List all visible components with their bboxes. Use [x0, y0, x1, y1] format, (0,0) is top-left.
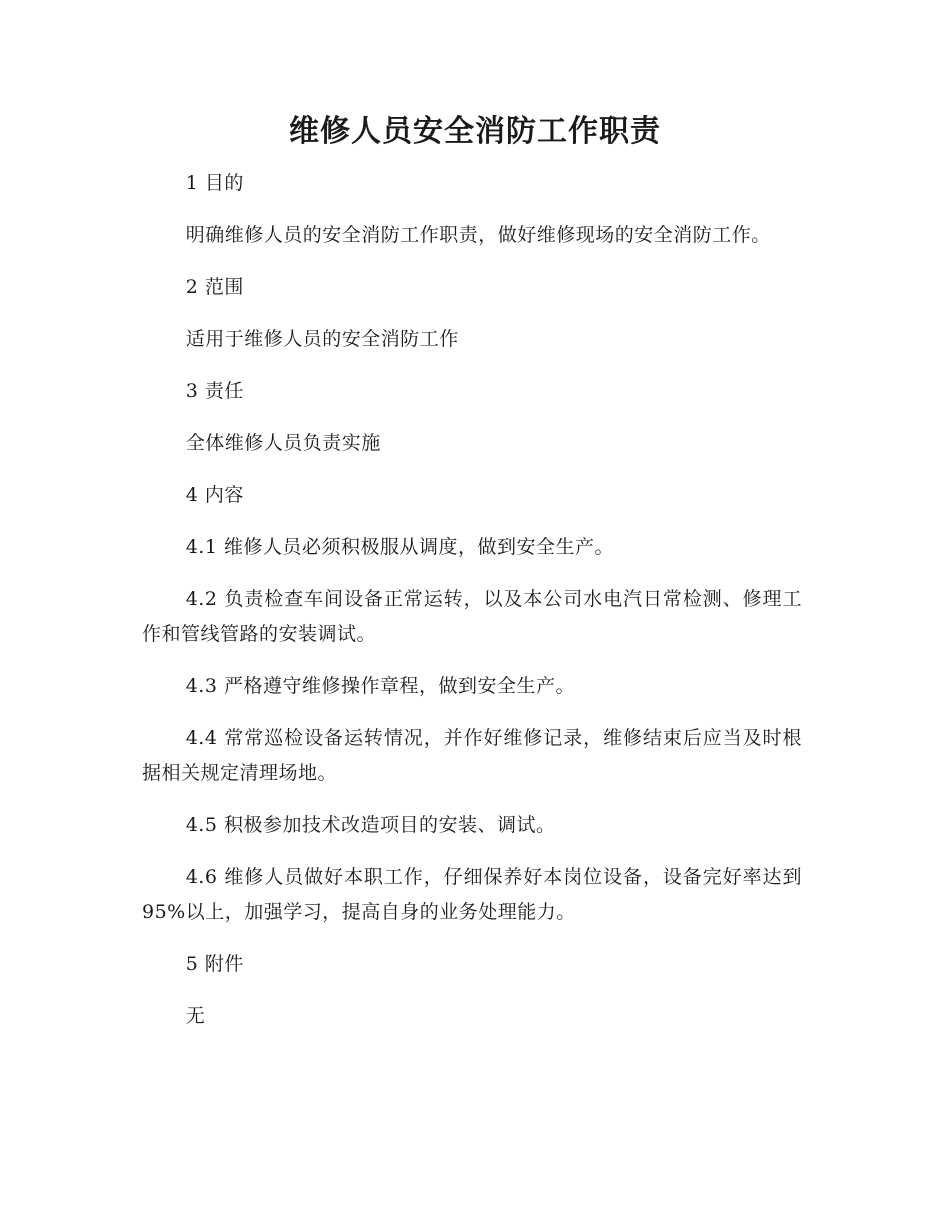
section-heading-attachment: 5 附件	[185, 953, 244, 975]
paragraph-responsibility: 全体维修人员负责实施	[185, 432, 381, 454]
section-heading-purpose: 1 目的	[185, 172, 244, 194]
paragraph-purpose: 明确维修人员的安全消防工作职责，做好维修现场的安全消防工作。	[185, 224, 771, 246]
clause-4-2: 4.2 负责检查车间设备正常运转，以及本公司水电汽日常检测、修理工作和管线管路的安装调试。	[142, 588, 802, 645]
clause-4-3: 4.3 严格遵守维修操作章程，做到安全生产。	[185, 675, 575, 697]
clause-4-1: 4.1 维修人员必须积极服从调度，做到安全生产。	[185, 536, 614, 558]
clause-4-6: 4.6 维修人员做好本职工作，仔细保养好本岗位设备，设备完好率达到95%以上，加强学习，提高自身的业务处理能力。	[142, 866, 802, 923]
document-title: 维修人员安全消防工作职责	[289, 114, 661, 149]
section-heading-scope: 2 范围	[185, 276, 244, 298]
document-body	[142, 166, 802, 1034]
paragraph-scope: 适用于维修人员的安全消防工作	[185, 328, 459, 350]
section-heading-content: 4 内容	[185, 484, 244, 506]
clause-4-4: 4.4 常常巡检设备运转情况，并作好维修记录，维修结束后应当及时根据相关规定清理场地。	[142, 727, 802, 784]
clause-4-5: 4.5 积极参加技术改造项目的安装、调试。	[185, 814, 556, 836]
section-heading-responsibility: 3 责任	[185, 380, 244, 402]
paragraph-attachment: 无	[185, 1005, 206, 1027]
